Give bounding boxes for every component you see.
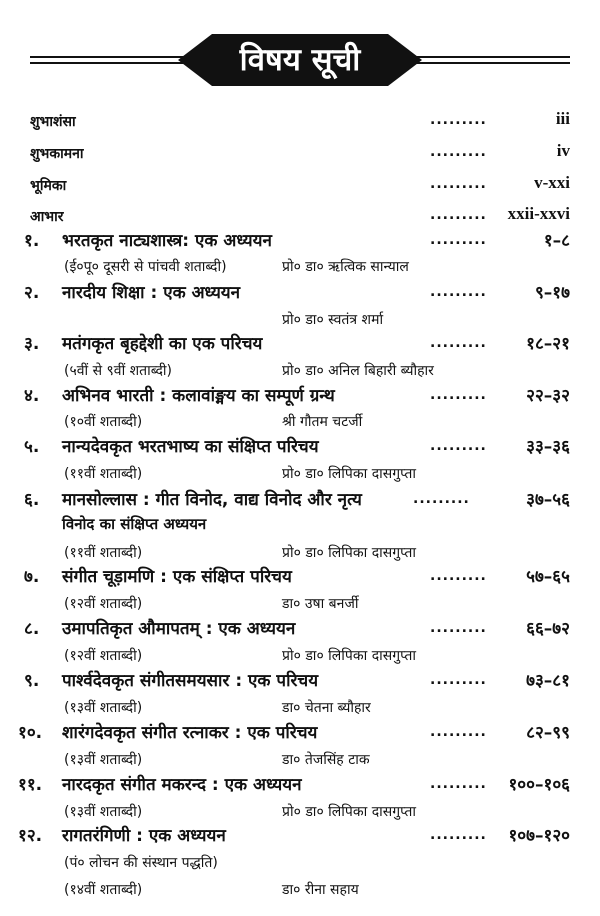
chapter-period: (१२वीं शताब्दी) [64,648,143,664]
chapter-pages: ५७–६५ [526,567,570,587]
entry-pages: iv [556,141,570,160]
leader-dots: ......... [413,491,470,507]
chapter-title: शारंगदेवकृत संगीत रत्नाकर : एक परिचय [62,723,318,743]
chapter-pages: २२–३२ [526,386,570,406]
toc-entry-chapter-7[interactable] [0,564,600,590]
chapter-number: १२. [18,826,43,846]
toc-entry-front[interactable] [0,140,600,166]
leader-dots: ......... [430,827,487,843]
chapter-number: ५. [24,437,40,457]
leader-dots: ......... [430,620,487,636]
chapter-period: (ई०पू० दूसरी से पांचवी शताब्दी) [64,259,227,275]
chapter-number: १. [24,231,40,251]
toc-entry-chapter-9[interactable] [0,668,600,694]
chapter-title: नारदकृत संगीत मकरन्द : एक अध्ययन [62,775,302,795]
chapter-title: नान्यदेवकृत भरतभाष्य का संक्षिप्त परिचय [62,437,319,457]
chapter-period: (१३वीं शताब्दी) [64,804,143,820]
chapter-title: संगीत चूड़ामणि : एक संक्षिप्त परिचय [62,567,292,587]
chapter-number: १०. [18,723,43,743]
leader-dots: ......... [430,232,487,248]
chapter-period: (११वीं शताब्दी) [64,466,143,482]
chapter-author: प्रो० डा० स्वतंत्र शर्मा [282,312,384,328]
leader-dots: ......... [430,776,487,792]
chapter-pages: १–८ [543,231,570,251]
chapter-number: ६. [24,490,40,510]
chapter-author: प्रो० डा० अनिल बिहारी ब्यौहार [282,363,434,379]
entry-pages: v-xxi [534,173,570,192]
chapter-title: भरतकृत नाट्यशास्त्र: एक अध्ययन [62,231,272,251]
toc-entry-chapter-8[interactable] [0,616,600,642]
toc-entry-front[interactable] [0,172,600,198]
chapter-title: उमापतिकृत औमापतम् : एक अध्ययन [62,619,296,639]
leader-dots: ......... [430,568,487,584]
chapter-period: (१३वीं शताब्दी) [64,700,143,716]
chapter-period: (१३वीं शताब्दी) [64,752,143,768]
chapter-author: डा० तेजसिंह टाक [282,752,370,768]
chapter-title: मतंगकृत बृहद्देशी का एक परिचय [62,334,263,354]
chapter-period: (११वीं शताब्दी) [64,545,143,561]
toc-entry-chapter-4[interactable] [0,383,600,409]
toc-entry-chapter-5[interactable] [0,434,600,460]
chapter-title: नारदीय शिक्षा : एक अध्ययन [62,283,241,303]
page-title: विषय सूची [239,42,361,78]
leader-dots: ......... [430,438,487,454]
toc-entry-chapter-1[interactable] [0,228,600,254]
chapter-author: प्रो० डा० ऋत्विक सान्याल [282,259,409,275]
toc-entry-chapter-11[interactable] [0,772,600,798]
chapter-period: (५वीं से ९वीं शताब्दी) [64,363,172,379]
chapter-number: ३. [24,334,40,354]
chapter-title: रागतरंगिणी : एक अध्ययन [62,826,226,846]
leader-dots: ......... [430,207,487,223]
chapter-author: डा० चेतना ब्यौहार [282,700,371,716]
chapter-title: पार्श्वदेवकृत संगीतसमयसार : एक परिचय [62,671,319,691]
chapter-title-continuation: (पं० लोचन की संस्थान पद्धति) [64,855,218,871]
chapter-title: अभिनव भारती : कलावांङ्मय का सम्पूर्ण ग्रन्थ [62,386,335,406]
toc-entry-chapter-10[interactable] [0,720,600,746]
leader-dots: ......... [430,387,487,403]
chapter-author: श्री गौतम चटर्जी [282,414,363,430]
chapter-pages: १००–१०६ [508,775,570,795]
toc-entry-chapter-6[interactable] [0,487,600,513]
toc-entry-chapter-2[interactable] [0,280,600,306]
chapter-author: डा० उषा बनर्जी [282,596,359,612]
chapter-title: मानसोल्लास : गीत विनोद, वाद्य विनोद और नृत्य [62,490,362,510]
toc-entry-front[interactable] [0,203,600,229]
entry-title: आभार [30,209,64,225]
leader-dots: ......... [430,284,487,300]
entry-pages: xxii-xxvi [507,204,570,223]
chapter-pages: १८–२१ [526,334,570,354]
entry-title: शुभाशंसा [30,114,76,130]
chapter-author: प्रो० डा० लिपिका दासगुप्ता [282,648,417,664]
leader-dots: ......... [430,672,487,688]
chapter-number: ४. [24,386,40,406]
leader-dots: ......... [430,144,487,160]
chapter-period: (१०वीं शताब्दी) [64,414,143,430]
chapter-pages: ८२–९९ [526,723,570,743]
toc-entry-chapter-12[interactable] [0,823,600,849]
chapter-period: (१२वीं शताब्दी) [64,596,143,612]
leader-dots: ......... [430,724,487,740]
leader-dots: ......... [430,335,487,351]
toc-entry-chapter-3[interactable] [0,331,600,357]
toc-entry-front[interactable] [0,108,600,134]
leader-dots: ......... [430,176,487,192]
entry-pages: iii [555,109,570,128]
chapter-number: ९. [24,671,40,691]
chapter-author: प्रो० डा० लिपिका दासगुप्ता [282,804,417,820]
chapter-author: प्रो० डा० लिपिका दासगुप्ता [282,466,417,482]
chapter-number: २. [24,283,40,303]
leader-dots: ......... [430,112,487,128]
chapter-pages: ६६–७२ [526,619,570,639]
chapter-pages: १०७–१२० [508,826,570,846]
chapter-pages: ९–१७ [534,283,570,303]
chapter-pages: ३७–५६ [526,490,570,510]
chapter-pages: ७३–८१ [526,671,570,691]
chapter-number: ८. [24,619,40,639]
chapter-period: (१४वीं शताब्दी) [64,882,143,898]
chapter-number: ७. [24,567,40,587]
chapter-number: ११. [18,775,43,795]
chapter-author: डा० रीना सहाय [282,882,359,898]
chapter-pages: ३३–३६ [526,437,570,457]
chapter-author: प्रो० डा० लिपिका दासगुप्ता [282,545,417,561]
chapter-title-continuation: विनोद का संक्षिप्त अध्ययन [62,515,207,533]
entry-title: भूमिका [30,178,67,194]
entry-title: शुभकामना [30,146,84,162]
